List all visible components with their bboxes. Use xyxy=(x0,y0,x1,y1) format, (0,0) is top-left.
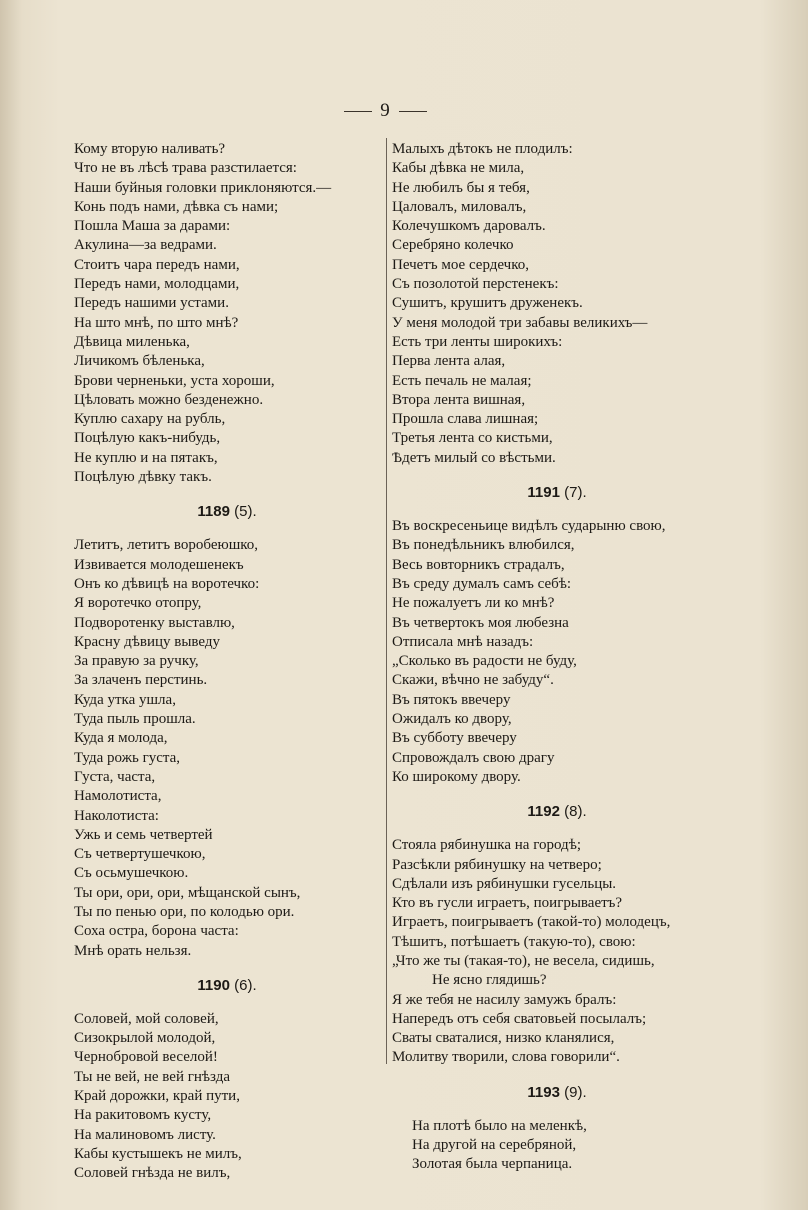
verse-line: Густа, часта, xyxy=(74,768,156,785)
poem-number: 1192 xyxy=(527,803,560,821)
verse-line: Въ пятокъ ввечеру xyxy=(392,691,511,708)
page-number xyxy=(0,100,770,122)
verse-line: Куда утка ушла, xyxy=(74,691,176,708)
poem-subnumber: (9). xyxy=(564,1083,587,1101)
poem-number: 1189 xyxy=(197,503,230,521)
verse-line: Ужь и семь четвертей xyxy=(74,826,213,843)
verse-line: Колечушкомъ даровалъ. xyxy=(392,218,546,235)
verse-line: Прошла слава лишная; xyxy=(392,411,539,428)
right-column xyxy=(392,140,722,1175)
verse-line: Не куплю и на пятакъ, xyxy=(74,449,218,466)
verse-line: Сдѣлали изъ рябинушки гусельцы. xyxy=(392,875,617,892)
verse-line: Поцѣлую дѣвку такъ. xyxy=(74,469,212,486)
verse-line: Въ четвертокъ моя любезна xyxy=(392,614,569,631)
verse-line: Мнѣ орать нельзя. xyxy=(74,942,192,959)
verse-line: На што мнѣ, по што мнѣ? xyxy=(74,314,239,331)
verse-line: Ѣдетъ милый со вѣстьми. xyxy=(392,449,556,466)
page-number-rule-left xyxy=(344,111,372,112)
poem-heading-1189 xyxy=(74,502,380,521)
verse-line: Цаловалъ, миловалъ, xyxy=(392,198,527,215)
poem-subnumber: (6). xyxy=(234,976,257,994)
verse-line: На малиновомъ листу. xyxy=(74,1126,216,1143)
page-number-text: 9 xyxy=(380,100,390,121)
poem-1190 xyxy=(74,1010,380,1184)
verse-line: Красну дѣвицу выведу xyxy=(74,633,221,650)
verse-line: Ожидалъ ко двору, xyxy=(392,711,512,728)
verse-line: Есть три ленты широкихъ: xyxy=(392,333,563,350)
verse-line: Что не въ лѣсѣ трава разстилается: xyxy=(74,160,297,177)
verse-line: Втора лента вишная, xyxy=(392,391,526,408)
verse-line: На плотѣ было на меленкѣ, xyxy=(412,1117,587,1134)
verse-line: Разсѣкли рябинушку на четверо; xyxy=(392,856,602,873)
verse-line: Летитъ, летитъ воробеюшко, xyxy=(74,537,259,554)
poem-heading-1190 xyxy=(74,976,380,995)
verse-line: Пошла Маша за дарами: xyxy=(74,218,231,235)
verse-line: Я же тебя не насилу замужъ бралъ: xyxy=(392,991,617,1008)
verse-line: Малыхъ дѣтокъ не плодилъ: xyxy=(392,141,573,157)
verse-line: Кто въ гусли играетъ, поигрываетъ? xyxy=(392,895,623,912)
verse-line: Передъ нами, молодцами, xyxy=(74,276,240,293)
verse-line: Ты не вей, не вей гнѣзда xyxy=(74,1068,230,1085)
verse-line: Конь подъ нами, дѣвка съ нами; xyxy=(74,198,279,215)
poem-1191 xyxy=(392,517,722,787)
verse-line: Извивается молодешенекъ xyxy=(74,556,244,573)
verse-line: Стояла рябинушка на городѣ; xyxy=(392,837,582,854)
verse-line: Онъ ко дѣвицѣ на воротечко: xyxy=(74,575,260,592)
poem-1193 xyxy=(392,1117,722,1175)
verse-line: Край дорожки, край пути, xyxy=(74,1088,240,1105)
verse-line: Туда пыль прошла. xyxy=(74,711,196,728)
verse-line: Ты по пенью ори, по колодью ори. xyxy=(74,903,295,920)
verse-line: Въ среду думалъ самъ себѣ: xyxy=(392,575,572,592)
verse-line: Скажи, вѣчно не забуду“. xyxy=(392,672,554,689)
verse-line: Не пожалуетъ ли ко мнѣ? xyxy=(392,595,555,612)
verse-line: Наколотиста: xyxy=(74,807,159,824)
verse-line: Кабы дѣвка не мила, xyxy=(392,160,525,177)
poem-number: 1190 xyxy=(197,976,230,994)
verse-line: Я воротечко отопру, xyxy=(74,595,202,612)
verse-line: Соха остра, борона часта: xyxy=(74,923,239,940)
verse-line: Спровождалъ свою драгу xyxy=(392,749,555,766)
verse-line: Кабы кустышекъ не милъ, xyxy=(74,1145,242,1162)
verse-line: Третья лента со кистьми, xyxy=(392,430,553,447)
poem-heading-1193 xyxy=(392,1083,722,1102)
verse-line: На другой на серебряной, xyxy=(412,1137,577,1154)
verse-line: Молитву творили, слова говорили“. xyxy=(392,1049,620,1066)
verse-line: „Что же ты (такая-то), не весела, сидишь, xyxy=(392,952,655,969)
verse-line: Въ субботу ввечеру xyxy=(392,730,517,747)
verse-line: Намолотиста, xyxy=(74,788,162,805)
poem-subnumber: (5). xyxy=(234,503,257,521)
verse-line: Передъ нашими устами. xyxy=(74,295,229,312)
poem-subnumber: (7). xyxy=(564,484,587,502)
verse-line: Печетъ мое сердечко, xyxy=(392,256,529,273)
verse-line: Серебряно колечко xyxy=(392,237,514,254)
verse-line: За правую за ручку, xyxy=(74,653,199,670)
verse-line: Ко широкому двору. xyxy=(392,768,521,785)
verse-line: Наши буйныя головки приклоняются.— xyxy=(74,179,332,196)
poem-heading-1192 xyxy=(392,802,722,821)
verse-line: Чернобровой веселой! xyxy=(74,1049,218,1066)
verse-line: Золотая была черпаница. xyxy=(412,1156,573,1173)
verse-line: „Сколько въ радости не буду, xyxy=(392,653,577,670)
verse-line: Тѣшитъ, потѣшаетъ (такую-то), свою: xyxy=(392,933,636,950)
verse-line: Брови черненьки, уста хороши, xyxy=(74,372,275,389)
verse-line: Соловей, мой соловей, xyxy=(74,1010,219,1027)
verse-line: Напередъ отъ себя сватовьей посылалъ; xyxy=(392,1010,647,1027)
verse-line: У меня молодой три забавы великихъ— xyxy=(392,314,648,331)
verse-line: Перва лента алая, xyxy=(392,353,506,370)
verse-line: Дѣвица миленька, xyxy=(74,333,190,350)
verse-line: Въ понедѣльникъ влюбился, xyxy=(392,537,575,554)
poem-1190-continued xyxy=(392,140,722,468)
poem-a xyxy=(74,140,380,487)
verse-line: Куда я молода, xyxy=(74,730,168,747)
page-number-rule-right xyxy=(399,111,427,112)
verse-line: Туда рожь густа, xyxy=(74,749,181,766)
poem-1189 xyxy=(74,536,380,961)
verse-line: Акулина—за ведрами. xyxy=(74,237,217,254)
verse-line: Цѣловать можно безденежно. xyxy=(74,391,264,408)
poem-1192 xyxy=(392,836,722,1068)
column-divider xyxy=(386,138,387,1064)
verse-line: Съ осьмушечкою. xyxy=(74,865,189,882)
verse-line: Отписала мнѣ назадъ: xyxy=(392,633,534,650)
verse-line: Подворотенку выставлю, xyxy=(74,614,235,631)
verse-line: Кому вторую наливать? xyxy=(74,141,226,157)
verse-line: Играетъ, поигрываетъ (такой-то) молодецъ, xyxy=(392,914,671,931)
verse-line: Есть печаль не малая; xyxy=(392,372,532,389)
verse-line: Ты ори, ори, ори, мѣщанской сынъ, xyxy=(74,884,301,901)
poem-heading-1191 xyxy=(392,483,722,502)
verse-line: Поцѣлую какъ-нибудь, xyxy=(74,430,221,447)
poem-number: 1191 xyxy=(527,484,560,502)
verse-line: Въ воскресеньице видѣлъ сударыню свою, xyxy=(392,518,666,535)
poem-number: 1193 xyxy=(527,1083,560,1101)
verse-line: Весь вовторникъ страдалъ, xyxy=(392,556,565,573)
verse-line: Сушитъ, крушитъ друженекъ. xyxy=(392,295,583,312)
verse-line: Соловей гнѣзда не вилъ, xyxy=(74,1165,231,1182)
poem-subnumber: (8). xyxy=(564,803,587,821)
verse-line: На ракитовомъ кусту, xyxy=(74,1107,212,1124)
verse-line: Съ позолотой перстенекъ: xyxy=(392,276,559,293)
verse-line: Не любилъ бы я тебя, xyxy=(392,179,530,196)
verse-line: Сваты сваталися, низко кланялися, xyxy=(392,1030,615,1047)
verse-line-indented: Не ясно глядишь? xyxy=(432,972,547,989)
verse-line: За злаченъ перстинь. xyxy=(74,672,208,689)
verse-line: Стоитъ чара передъ нами, xyxy=(74,256,240,273)
verse-line: Куплю сахару на рубль, xyxy=(74,411,226,428)
left-column xyxy=(74,140,380,1184)
verse-line: Сизокрылой молодой, xyxy=(74,1030,216,1047)
verse-line: Личикомъ бѣленька, xyxy=(74,353,205,370)
verse-line: Съ четвертушечкою, xyxy=(74,846,206,863)
